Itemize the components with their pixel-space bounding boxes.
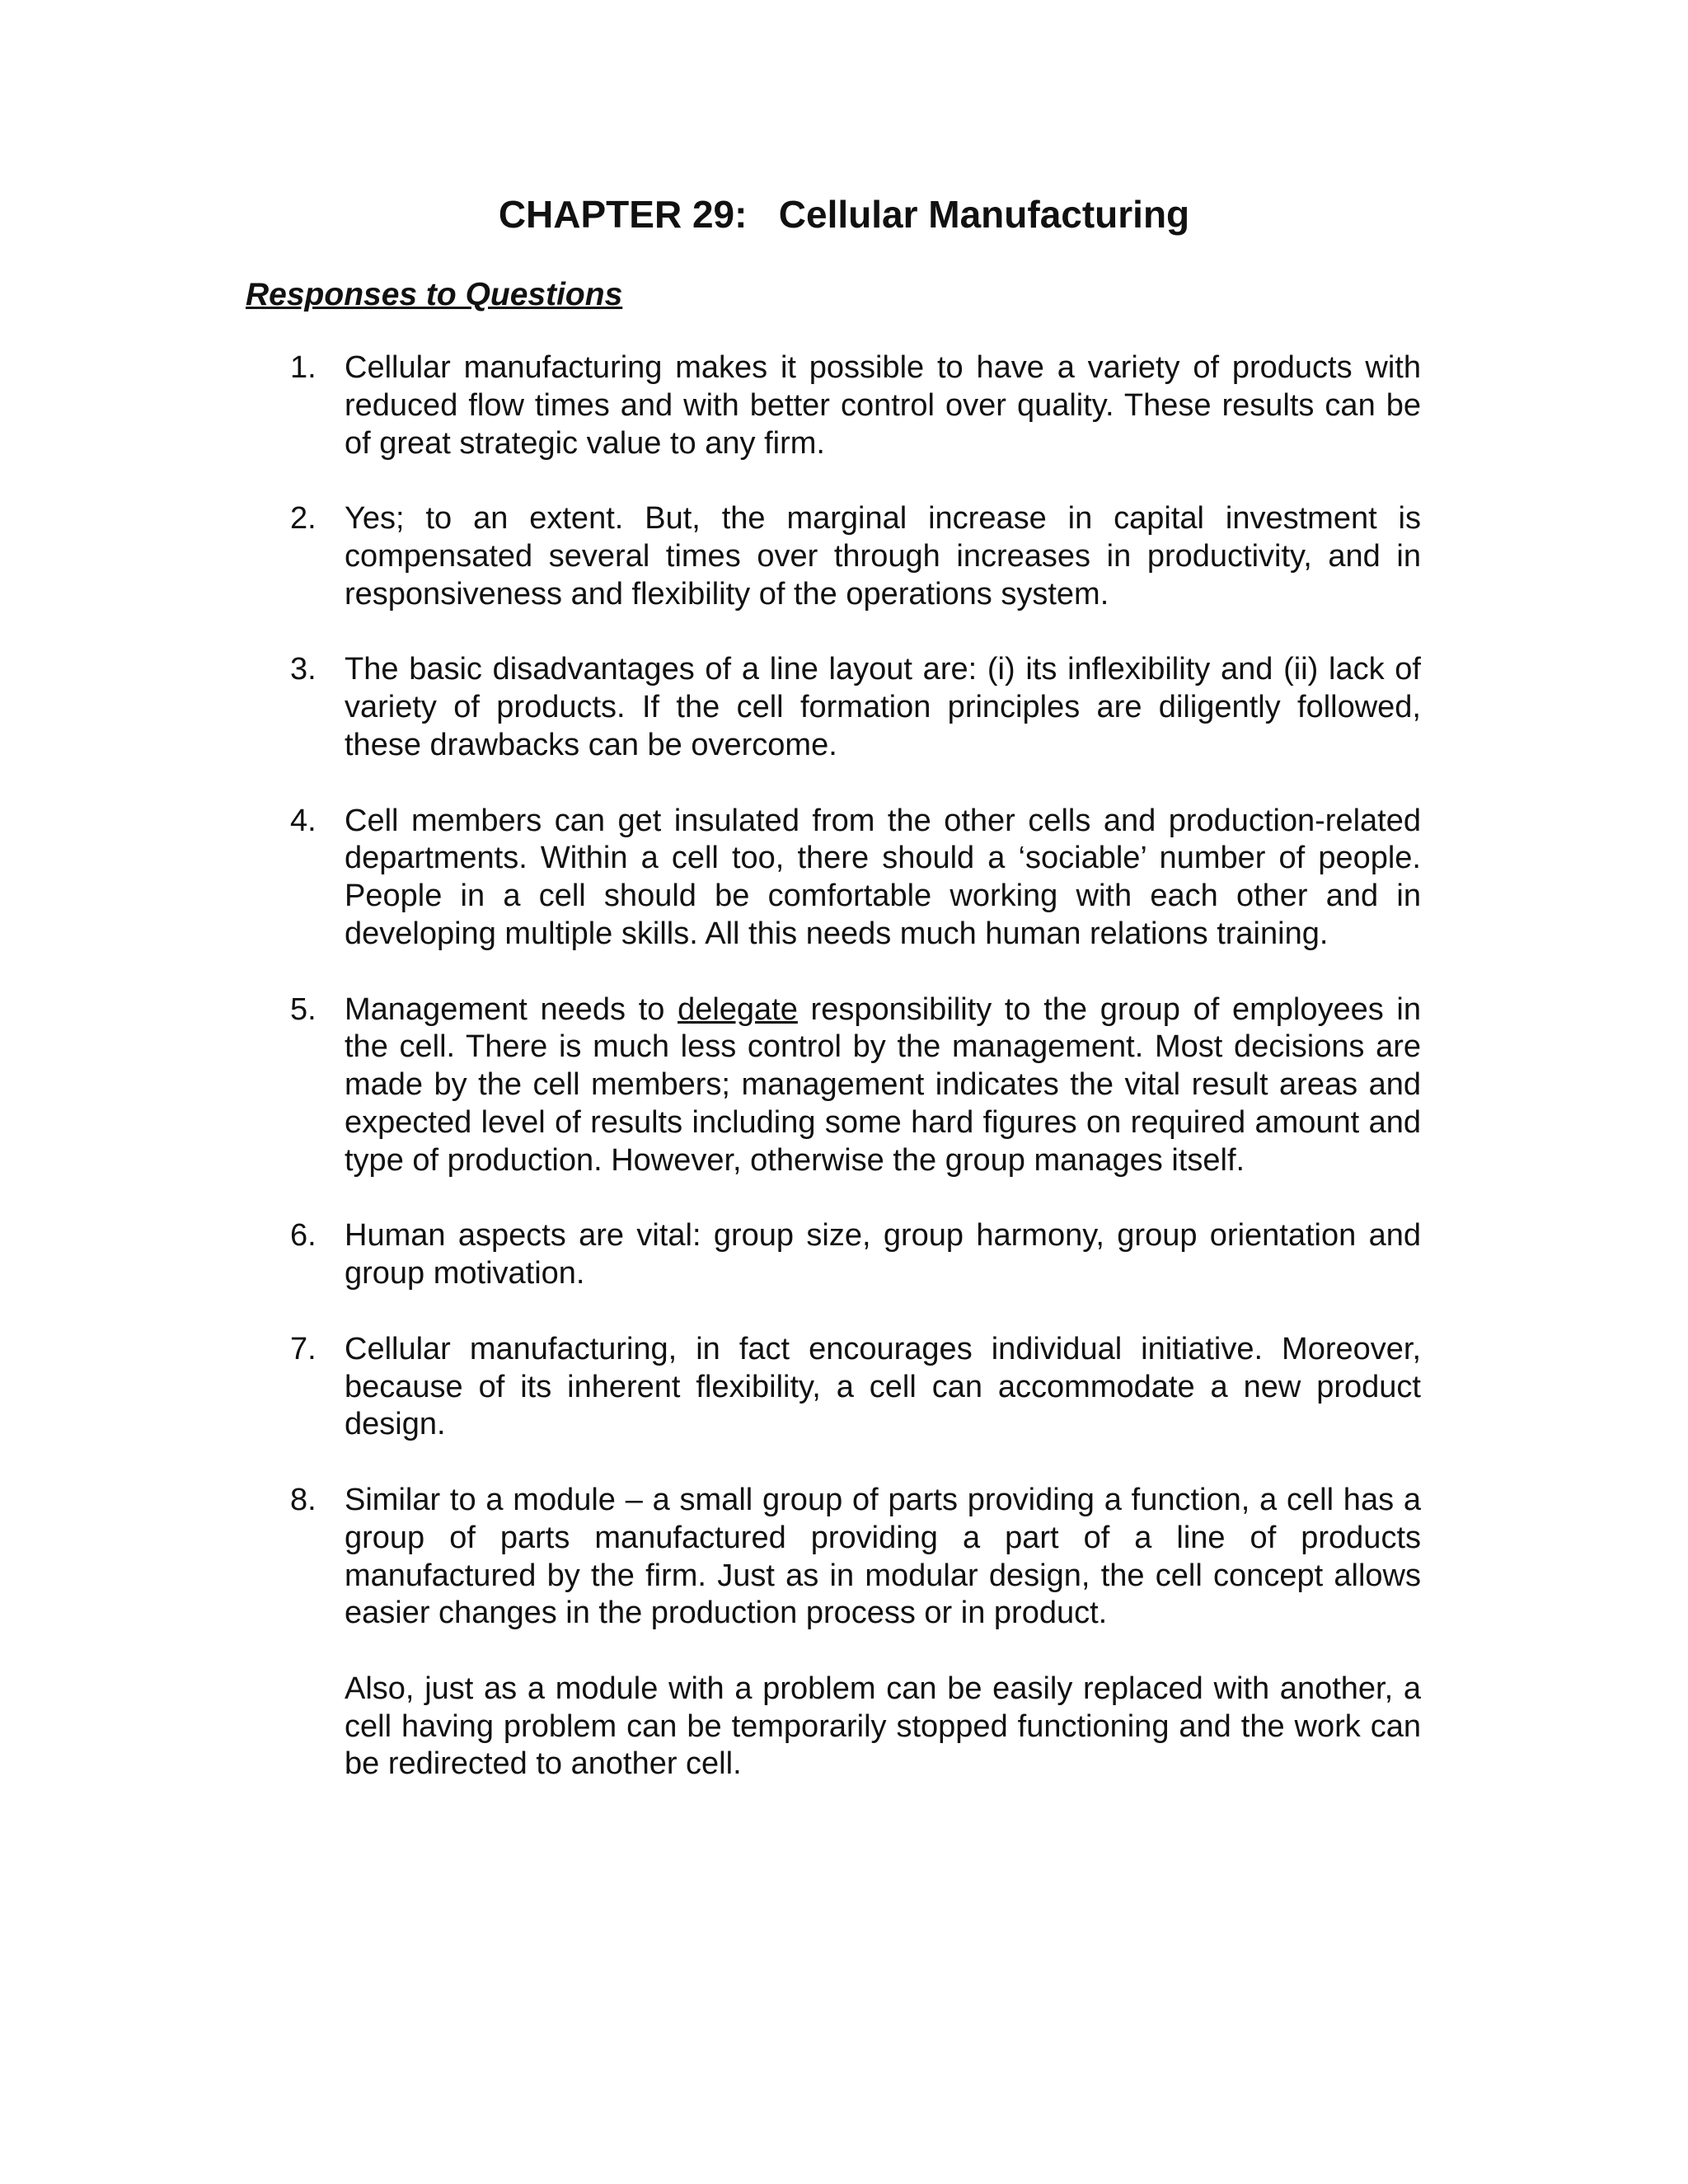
answer-item-8 <box>290 1482 1421 1783</box>
answer-item-2 <box>290 500 1421 613</box>
answer-text <box>345 803 1421 954</box>
answer-item-7 <box>290 1331 1421 1444</box>
answer-item-5 <box>290 991 1421 1180</box>
answer-text <box>345 500 1421 613</box>
answer-number: 8. <box>290 1482 316 1517</box>
underlined-term: delegate <box>678 991 798 1027</box>
answer-number: 7. <box>290 1331 316 1366</box>
answer-text <box>345 1331 1421 1444</box>
answers-list <box>290 349 1421 1821</box>
answer-paragraph: Yes; to an extent. But, the marginal increase in capital investment is compensated several times over through increases in productivity, and in responsiveness and flexibility of the operations system. <box>345 501 1421 612</box>
answer-number: 3. <box>290 652 316 687</box>
answer-rest-text: responsibility to the group of employees in the cell. There is much less control by the management. Most decisions are made by the cell members; management indicates the vital result areas and expected level of results including some hard figures on required amount and type of production. However, otherwise the group manages itself. <box>345 991 1421 1178</box>
answer-paragraph: Cellular manufacturing makes it possible to have a variety of products with reduced flow times and with better control over quality. These results can be of great strategic value to any firm. <box>345 350 1421 461</box>
answer-paragraph: Also, just as a module with a problem can be easily replaced with another, a cell having problem can be temporarily stopped functioning and the work can be redirected to another cell. <box>345 1671 1421 1782</box>
chapter-title: CHAPTER 29: Cellular Manufacturing <box>498 193 1190 236</box>
answer-item-4 <box>290 803 1421 954</box>
answer-number: 1. <box>290 350 316 385</box>
answer-item-3 <box>290 651 1421 764</box>
answer-paragraph: Human aspects are vital: group size, group harmony, group orientation and group motivation. <box>345 1218 1421 1291</box>
answer-number: 5. <box>290 991 316 1027</box>
answer-paragraph: Similar to a module – a small group of parts providing a function, a cell has a group of parts manufactured providing a part of a line of products manufactured by the firm. Just as in modular design, the cell concept allows easier changes in the production process or in product. <box>345 1482 1421 1631</box>
answer-text <box>345 1217 1421 1293</box>
answer-item-6 <box>290 1217 1421 1293</box>
answer-text <box>345 991 1421 1180</box>
answer-paragraph: Cellular manufacturing, in fact encourages individual initiative. Moreover, because of its inherent flexibility, a cell can accommodate a new product design. <box>345 1331 1421 1442</box>
answer-paragraph: Cell members can get insulated from the other cells and production-related departments. Within a cell too, there should a ‘sociable’ number of people. People in a cell should be comfortable working with each other and in developing multiple skills. All this needs much human relations training. <box>345 803 1421 951</box>
section-heading: Responses to Questions <box>246 277 623 312</box>
answer-lead-text: Management needs to <box>345 991 678 1027</box>
answer-item-1 <box>290 349 1421 462</box>
answer-number: 6. <box>290 1218 316 1254</box>
answer-paragraph <box>345 991 1421 1180</box>
answer-number: 2. <box>290 501 316 537</box>
answer-text <box>345 1482 1421 1783</box>
answer-text <box>345 651 1421 764</box>
answer-paragraph: The basic disadvantages of a line layout are: (i) its inflexibility and (ii) lack of variety of products. If the cell formation principles are diligently followed, these drawbacks can be overcome. <box>345 652 1421 762</box>
answer-text <box>345 349 1421 462</box>
answer-number: 4. <box>290 803 316 838</box>
